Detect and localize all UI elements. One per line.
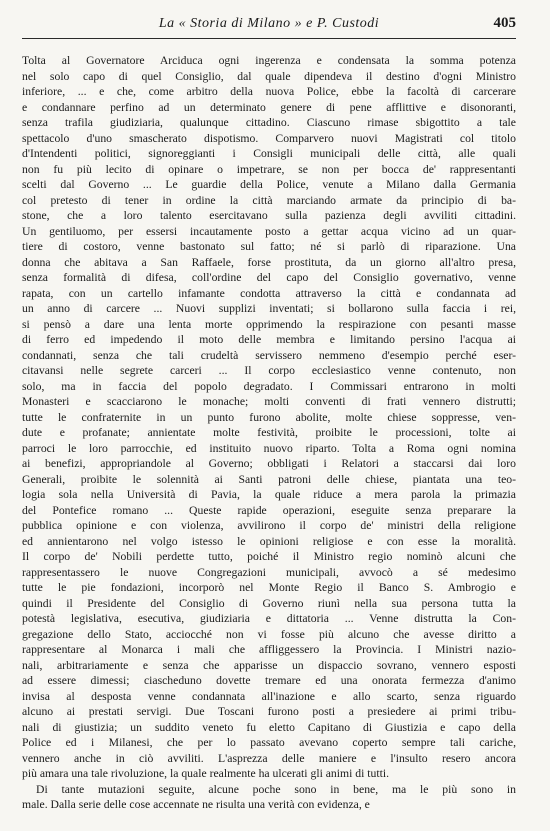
text-line: male. Dalla serie delle cose accennate ne risulta una verità con evidenza, e [22, 798, 370, 811]
text-line: Police ed i Milanesi, che per lo passato avevano coperto sempre tali cariche, [22, 736, 516, 749]
text-line: scelti dal Governo ... Le guardie della Police, venute a Milano dalla Germania [22, 178, 516, 191]
text-line: senza trafila giudiziaria, qualunque cittadino. Ciascuno rimase sbigottito a tale [22, 116, 516, 129]
text-line: nali, arbitrariamente e senza che apparisse un dispaccio sovrano, vennero esposti [22, 658, 516, 672]
text-line: pubblica opinione e con violenza, avvilirono il corpo de' ministri della religione [22, 519, 516, 532]
text-line: un anno di carcere ... Nuovi supplizi inventati; si bollarono sulla faccia i rei, [22, 302, 516, 315]
body-text [22, 53, 516, 813]
text-line: Di tante mutazioni seguite, alcune poche sono in bene, ma le più sono in [36, 782, 516, 796]
text-line: col pretesto di tener in ordine la città marciando armate da principio di ba- [22, 193, 516, 207]
text-line: ai benefizi, appropriandole al Governo; obbligati i Relatori a staccarsi dai loro [22, 457, 516, 470]
text-line: vennero anche in ciò avviliti. L'asprezza delle maniere e l'insulto resero ancora [22, 751, 516, 765]
text-line: rappresentassero le nuove Congregazioni municipali, avvocò a sé medesimo [22, 565, 516, 579]
text-line: donna che abitava a San Raffaele, forse prostituta, da un giorno all'altro presa, [22, 255, 516, 269]
text-line: senza formalità di difesa, coll'ordine del capo del Consiglio governativo, venne [22, 271, 516, 284]
paragraph [22, 53, 516, 782]
text-line: invisa al desposta venne condannata all'inazione e allo scarto, senza riguardo [22, 689, 516, 703]
paragraph [22, 782, 516, 813]
text-line: citavansi nelle segrete carceri ... Il corpo ecclesiastico venne contenuto, non [22, 364, 516, 377]
text-line: spettacolo d'uno smascherato dispotismo. Comparvero nuovi Magistrati col titolo [22, 131, 516, 145]
text-line: Il corpo de' Nobili perdette tutto, poiché il Ministro regio nominò alcuni che [22, 550, 516, 563]
text-line: nali di giustizia; un suddito veneto fu eletto Capitano di Giustizia e capo della [22, 720, 516, 734]
text-line: ed annientarono nel volgo istesso le opinioni religiose e con esse la moralità. [22, 534, 516, 548]
text-line: rapata, con un cartello infamante condotta attraverso la città e condannata ad [22, 286, 516, 300]
text-line: Un gentiluomo, per essersi incautamente posto a gettar acqua vicino ad un quar- [22, 224, 516, 238]
header-rule [22, 38, 516, 39]
text-line: del Pontefice romano ... Queste rapide operazioni, eseguite senza preparare la [22, 503, 516, 517]
text-line: e condannare perfino ad un determinato genere di pene afflittive e disonoranti, [22, 100, 516, 114]
text-line: quindi il Presidente del Consiglio di Governo riunì nella sua persona tutta la [22, 596, 516, 610]
text-line: Generali, proibite le solennità ai Santi patroni delle chiese, piantata una teo- [22, 472, 516, 486]
text-line: gregazione dello Stato, acciocché non vi fosse più alcuno che avesse diritto a [22, 627, 516, 641]
text-line: nel solo capo di quel Consiglio, dal quale dipendeva il destino d'ogni Ministro [22, 69, 516, 83]
text-line: inferiore, ... e che, come arbitro della nuova Police, ebbe la facoltà di carcerare [22, 85, 516, 98]
text-line: parroci le loro parrocchie, ed instituito nuovo riparto. Tolta a Roma ogni nomina [22, 441, 516, 455]
text-line: d'Intendenti politici, signoreggianti i Consigli municipali delle città, alle quali [22, 147, 516, 160]
page-header [22, 14, 516, 36]
text-line: logia sola nella Università di Pavia, la quale riduce a mera parola la primazia [22, 488, 516, 501]
text-line: ad essere dimessi; ciascheduno dovette tremare ed una onorata fermezza d'animo [22, 674, 516, 687]
text-line: non fu più lecito di opinare o impetrare, se non per bocca de' rappresentanti [22, 162, 516, 176]
text-line: potestà legislativa, esecutiva, giudiziaria e dittatoria ... Venne distrutta la Con- [22, 612, 516, 625]
text-line: tiere di costoro, venne bastonato sul fatto; né si parlò di riparazione. Una [22, 240, 516, 253]
text-line: rappresentare al Monarca i mali che affliggessero la Provincia. I Ministri nazio- [22, 643, 516, 656]
running-head: La « Storia di Milano » e P. Custodi [158, 16, 380, 31]
text-line: si pensò a dare una lenta morte opprimendo la respirazione con pesanti masse [22, 317, 516, 331]
text-line: solo, ma in faccia del popolo degradato. I Commissari entrarono in molti [22, 379, 516, 393]
text-line: tutte le confraternite in un punto furono abolite, molte chiese soppresse, ven- [22, 410, 516, 424]
text-line: alcuno ai prestati servigi. Due Toscani furono posti a presiedere ai primi tribu- [22, 705, 516, 718]
text-line: stone, che a loro talento esercitavano sulla pazienza degli avviliti cittadini. [22, 209, 516, 222]
text-line: Monasteri e scacciarono le monache; molti conventi di frati vennero distrutti; [22, 395, 516, 408]
text-line: di ferro ed impedendo il moto delle membra e limitando persino l'acqua ai [22, 333, 516, 346]
text-line: tutte le pie fondazioni, incorporò nel Monte Regio il Banco S. Ambrogio e [22, 581, 516, 594]
page-number: 405 [493, 15, 516, 31]
text-line: condannati, senza che tali crudeltà servissero nemmeno d'esempio perché eser- [22, 348, 516, 362]
text-line: più amara una tale rivoluzione, la quale realmente ha ulcerati gli animi di tutti. [22, 767, 390, 780]
text-line: dute e profanate; annientate molte festività, proibite le processioni, tolte ai [22, 426, 516, 439]
text-line: Tolta al Governatore Arciduca ogni ingerenza e condensata la somma potenza [22, 54, 516, 67]
